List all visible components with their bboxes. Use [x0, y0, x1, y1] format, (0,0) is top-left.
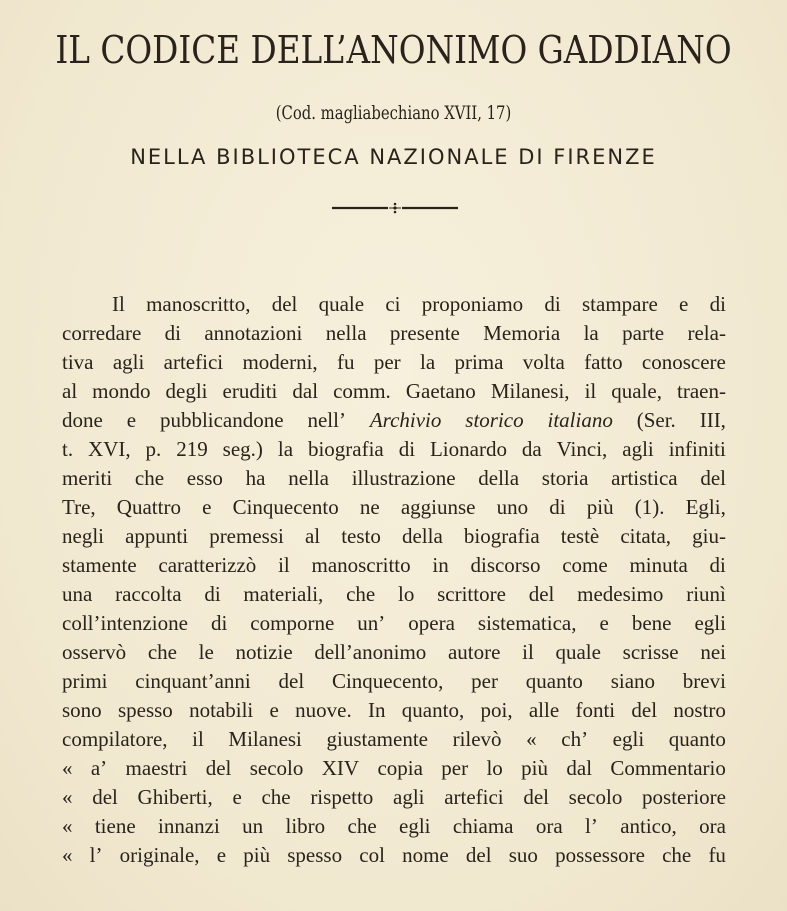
text-line: « tiene innanzi un libro che egli chiama ora l’ antico, ora: [62, 814, 726, 838]
text-line: compilatore, il Milanesi giustamente rilevò « ch’ egli quanto: [62, 727, 726, 751]
text-line: sono spesso notabili e nuove. In quanto, poi, alle fonti del nostro: [62, 698, 726, 722]
document-subtitle: (Cod. magliabechiano XVII, 17): [275, 102, 512, 124]
document-title: IL CODICE DELL’ANONIMO GADDIANO: [55, 28, 732, 72]
text-line: coll’intenzione di comporne un’ opera sistematica, e bene egli: [62, 611, 726, 635]
text-line: primi cinquant’anni del Cinquecento, per quanto siano brevi: [62, 669, 726, 693]
text-line: Tre, Quattro e Cinquecento ne aggiunse uno di più (1). Egli,: [62, 495, 726, 519]
body-paragraph: [62, 290, 726, 870]
text-line: osservò che le notizie dell’anonimo autore il quale scrisse nei: [62, 640, 726, 664]
text-line: al mondo degli eruditi dal comm. Gaetano Milanesi, il quale, traen-: [62, 379, 726, 403]
section-heading: NELLA BIBLIOTECA NAZIONALE DI FIRENZE: [130, 145, 657, 169]
text-line: meriti che esso ha nella illustrazione della storia artistica del: [62, 466, 726, 490]
ornament-divider: [332, 200, 458, 216]
text-line: « a’ maestri del secolo XIV copia per lo più dal Commentario: [62, 756, 726, 780]
text-line: done e pubblicandone nell’ Archivio storico italiano (Ser. III,: [62, 408, 726, 432]
text-line: « del Ghiberti, e che rispetto agli artefici del secolo posteriore: [62, 785, 726, 809]
text-line: tiva agli artefici moderni, fu per la prima volta fatto conoscere: [62, 350, 726, 374]
text-line: negli appunti premessi al testo della biografia testè citata, giu-: [62, 524, 726, 548]
text-line: Il manoscritto, del quale ci proponiamo di stampare e di: [112, 292, 726, 316]
text-line: stamente caratterizzò il manoscritto in discorso come minuta di: [62, 553, 726, 577]
text-line: corredare di annotazioni nella presente Memoria la parte rela-: [62, 321, 726, 345]
text-line: una raccolta di materiali, che lo scrittore del medesimo riunì: [62, 582, 726, 606]
text-line: « l’ originale, e più spesso col nome del suo possessore che fu: [62, 843, 726, 867]
text-line: t. XVI, p. 219 seg.) la biografia di Lionardo da Vinci, agli infiniti: [62, 437, 726, 461]
